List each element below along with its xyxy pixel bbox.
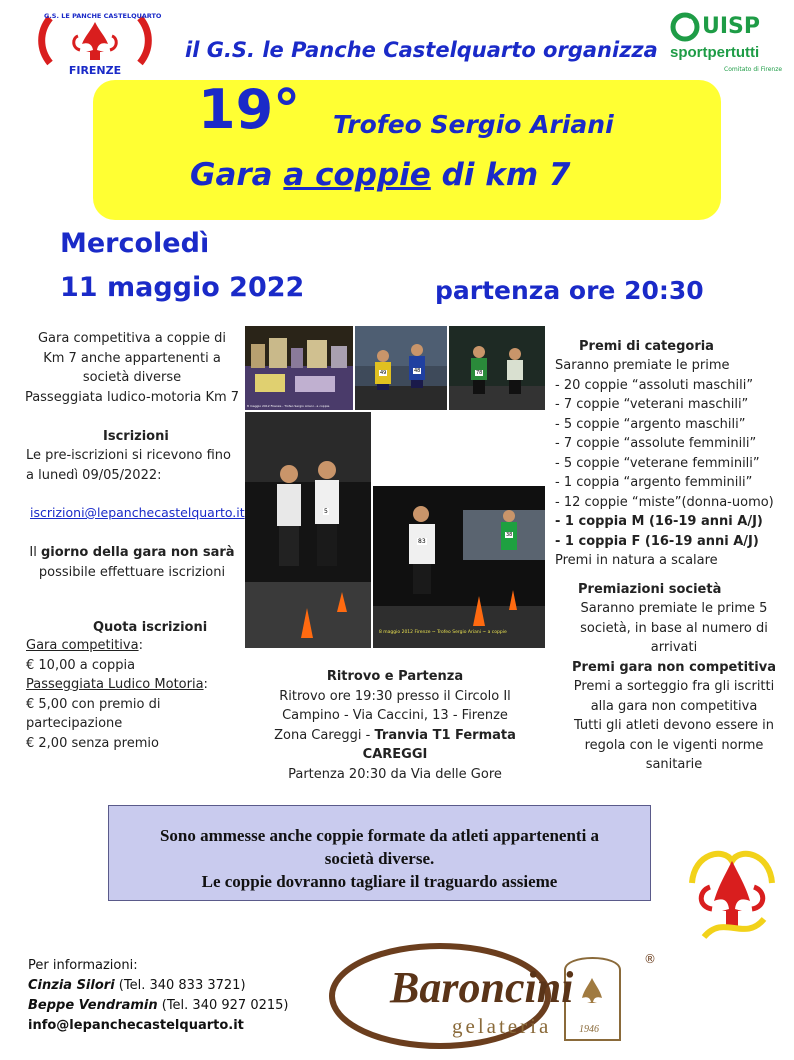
- quota-title: Quota iscrizioni: [93, 620, 208, 635]
- photo-runners-4: [373, 486, 545, 648]
- giorno-pre: Il: [29, 545, 41, 560]
- club-logo-text-bottom: FIRENZE: [68, 64, 122, 77]
- uisp-swirl-icon: [670, 12, 700, 42]
- iscrizioni-text: [26, 446, 231, 485]
- notice-line: Sono ammesse anche coppie formate da atleti appartenenti a: [159, 826, 600, 845]
- iscrizioni-title: Iscrizioni: [103, 429, 169, 444]
- noncomp-title: Premi gara non competitiva: [572, 660, 776, 675]
- registered-icon: ®: [644, 952, 656, 966]
- intro-line: società diverse: [82, 370, 182, 385]
- info-name-2: Beppe Vendramin: [28, 998, 158, 1013]
- societa-block: [556, 599, 792, 658]
- ritrovo-block: [240, 667, 550, 784]
- gara-underlined: a coppie: [283, 157, 431, 193]
- price-premio-2: partecipazione: [26, 716, 123, 731]
- info-contact-1: [28, 976, 288, 996]
- trophies-graphic: [245, 326, 353, 410]
- premi-item: - 12 coppie “miste”(donna-uomo): [555, 494, 774, 510]
- price-senza: € 2,00 senza premio: [26, 735, 159, 751]
- societa-line: arrivati: [650, 640, 698, 655]
- premi-intro: Saranno premiate le prime: [555, 358, 730, 373]
- lily-logo: [684, 843, 780, 943]
- giorno-line-2: possibile effettuare iscrizioni: [38, 564, 226, 580]
- passeggiata-label: Passeggiata Ludico Motoria: [26, 677, 204, 692]
- info-tel-2: (Tel. 340 927 0215): [157, 998, 289, 1013]
- uisp-brand: UISP: [702, 14, 761, 39]
- title-box: [93, 80, 721, 220]
- ritrovo-line: Partenza 20:30 da Via delle Gore: [288, 766, 502, 782]
- giorno-line-1: [18, 543, 246, 563]
- photo-runners-3: [245, 412, 371, 648]
- ritrovo-line-3: [240, 726, 550, 765]
- runners-1-graphic: [355, 326, 447, 410]
- club-logo-text-top: G.S. LE PANCHE CASTELQUARTO: [44, 12, 162, 20]
- club-logo: [30, 8, 160, 80]
- info-email[interactable]: info@lepanchecastelquarto.it: [28, 1018, 244, 1033]
- societa-line: società, in base al numero di: [580, 620, 768, 636]
- passeggiata-row: [26, 675, 208, 695]
- gara-competitiva-row: [26, 636, 208, 656]
- lily-icon: [684, 843, 780, 943]
- giorno-gara-note: [18, 543, 246, 582]
- premi-item-bold: - 1 coppia M (16-19 anni A/J): [555, 514, 763, 529]
- info-block: [28, 956, 288, 1036]
- premi-item: - 1 coppia “argento femminili”: [555, 475, 753, 490]
- photo-caption-bottom: 8 maggio 2012 Firenze ~ Trofeo Sergio Ariani ~ a coppie: [379, 630, 507, 635]
- organizer-line: il G.S. le Panche Castelquarto organizza: [185, 38, 658, 62]
- photo-caption-small: 8 maggio 2012 Firenze - Trofeo Sergio Ariani - a coppie: [247, 404, 330, 408]
- gara-competitiva-label: Gara competitiva: [26, 638, 139, 653]
- bib-number: 49: [380, 370, 387, 376]
- runners-4-graphic: [373, 486, 545, 648]
- trofeo-title: Trofeo Sergio Ariani: [333, 110, 614, 139]
- uisp-small: Comitato di Firenze: [724, 66, 783, 73]
- noncomp-line: sanitarie: [645, 757, 703, 772]
- baroncini-sub: gelateria: [452, 1014, 552, 1038]
- ritrovo-line3-bold: Tranvia T1 Fermata CAREGGI: [362, 727, 516, 762]
- premi-block: [555, 356, 791, 571]
- intro-line: Gara competitiva a coppie di: [37, 331, 227, 346]
- premi-natura: Premi in natura a scalare: [555, 553, 718, 568]
- passeggiata-colon: :: [203, 677, 208, 692]
- ritrovo-line: Campino - Via Caccini, 13 - Firenze: [282, 708, 508, 723]
- edition-number: 19°: [198, 78, 301, 141]
- noncomp-line: Tutti gli atleti devono essere in: [573, 718, 775, 733]
- photo-runners-2: [449, 326, 545, 410]
- notice-line: società diverse.: [324, 849, 435, 868]
- societa-line: Saranno premiate le prime 5: [580, 601, 768, 616]
- info-tel-1: (Tel. 340 833 3721): [114, 978, 246, 993]
- gara-pre: Gara: [190, 157, 284, 193]
- info-name-1: Cinzia Silori: [28, 978, 115, 993]
- photo-runners-1: [355, 326, 447, 410]
- noncomp-line: alla gara non competitiva: [590, 698, 758, 714]
- noncomp-line: regola con le vigenti norme: [584, 737, 764, 753]
- gara-competitiva-colon: :: [138, 638, 143, 653]
- intro-line: Km 7 anche appartenenti a: [43, 350, 221, 366]
- quota-block: [26, 636, 208, 753]
- premi-item: - 5 coppie “argento maschili”: [555, 416, 746, 432]
- bib-number: 83: [418, 538, 426, 545]
- iscrizioni-email-link[interactable]: iscrizioni@lepanchecastelquarto.it: [30, 505, 245, 520]
- premi-title: Premi di categoria: [579, 339, 714, 354]
- full-date: 11 maggio 2022: [60, 272, 305, 303]
- noncomp-line: Premi a sorteggio fra gli iscritti: [573, 679, 775, 694]
- giorno-bold: giorno della gara non sarà: [40, 545, 235, 560]
- bib-number: 38: [506, 532, 513, 538]
- info-title: Per informazioni:: [28, 958, 138, 973]
- ritrovo-title: Ritrovo e Partenza: [326, 669, 464, 684]
- noncomp-block: [556, 677, 792, 775]
- bib-number: 78: [476, 370, 483, 376]
- premi-item: - 7 coppie “veterani maschili”: [555, 397, 749, 412]
- premi-item-bold: - 1 coppia F (16-19 anni A/J): [555, 533, 759, 549]
- notice-line: Le coppie dovranno tagliare il traguardo assieme: [201, 872, 558, 891]
- premi-item: - 7 coppie “assolute femminili”: [555, 436, 757, 451]
- baroncini-year: 1946: [579, 1024, 599, 1035]
- bib-number: 48: [414, 368, 421, 374]
- price-premio: € 5,00 con premio di: [26, 696, 161, 712]
- gara-title: [190, 157, 570, 193]
- ritrovo-line: Ritrovo ore 19:30 presso il Circolo Il: [279, 688, 511, 704]
- notice-box: [108, 805, 651, 901]
- partenza-time: partenza ore 20:30: [435, 276, 704, 305]
- gara-post: di km 7: [430, 157, 571, 193]
- intro-line: Passeggiata ludico-motoria Km 7: [24, 389, 240, 405]
- uisp-sub: sportpertutti: [670, 44, 760, 61]
- runners-3-graphic: [245, 412, 371, 648]
- photo-trophies: [245, 326, 353, 410]
- uisp-logo: [668, 10, 783, 78]
- runners-2-graphic: [449, 326, 545, 410]
- gara-competitiva-price: € 10,00 a coppia: [26, 657, 136, 673]
- info-contact-2: [28, 996, 288, 1016]
- ritrovo-line3-pre: Zona Careggi -: [274, 727, 375, 743]
- weekday: Mercoledì: [60, 228, 210, 259]
- intro-block: [18, 329, 246, 407]
- baroncini-logo: [330, 940, 660, 1052]
- iscrizioni-line: a lunedì 09/05/2022:: [26, 467, 162, 483]
- premi-item: - 20 coppie “assoluti maschili”: [555, 377, 754, 393]
- premi-item: - 5 coppie “veterane femminili”: [555, 455, 760, 471]
- bib-number: 5: [324, 508, 328, 515]
- societa-title: Premiazioni società: [578, 582, 722, 597]
- iscrizioni-line: Le pre-iscrizioni si ricevono fino: [26, 448, 231, 463]
- baroncini-name: Baroncini: [390, 963, 574, 1012]
